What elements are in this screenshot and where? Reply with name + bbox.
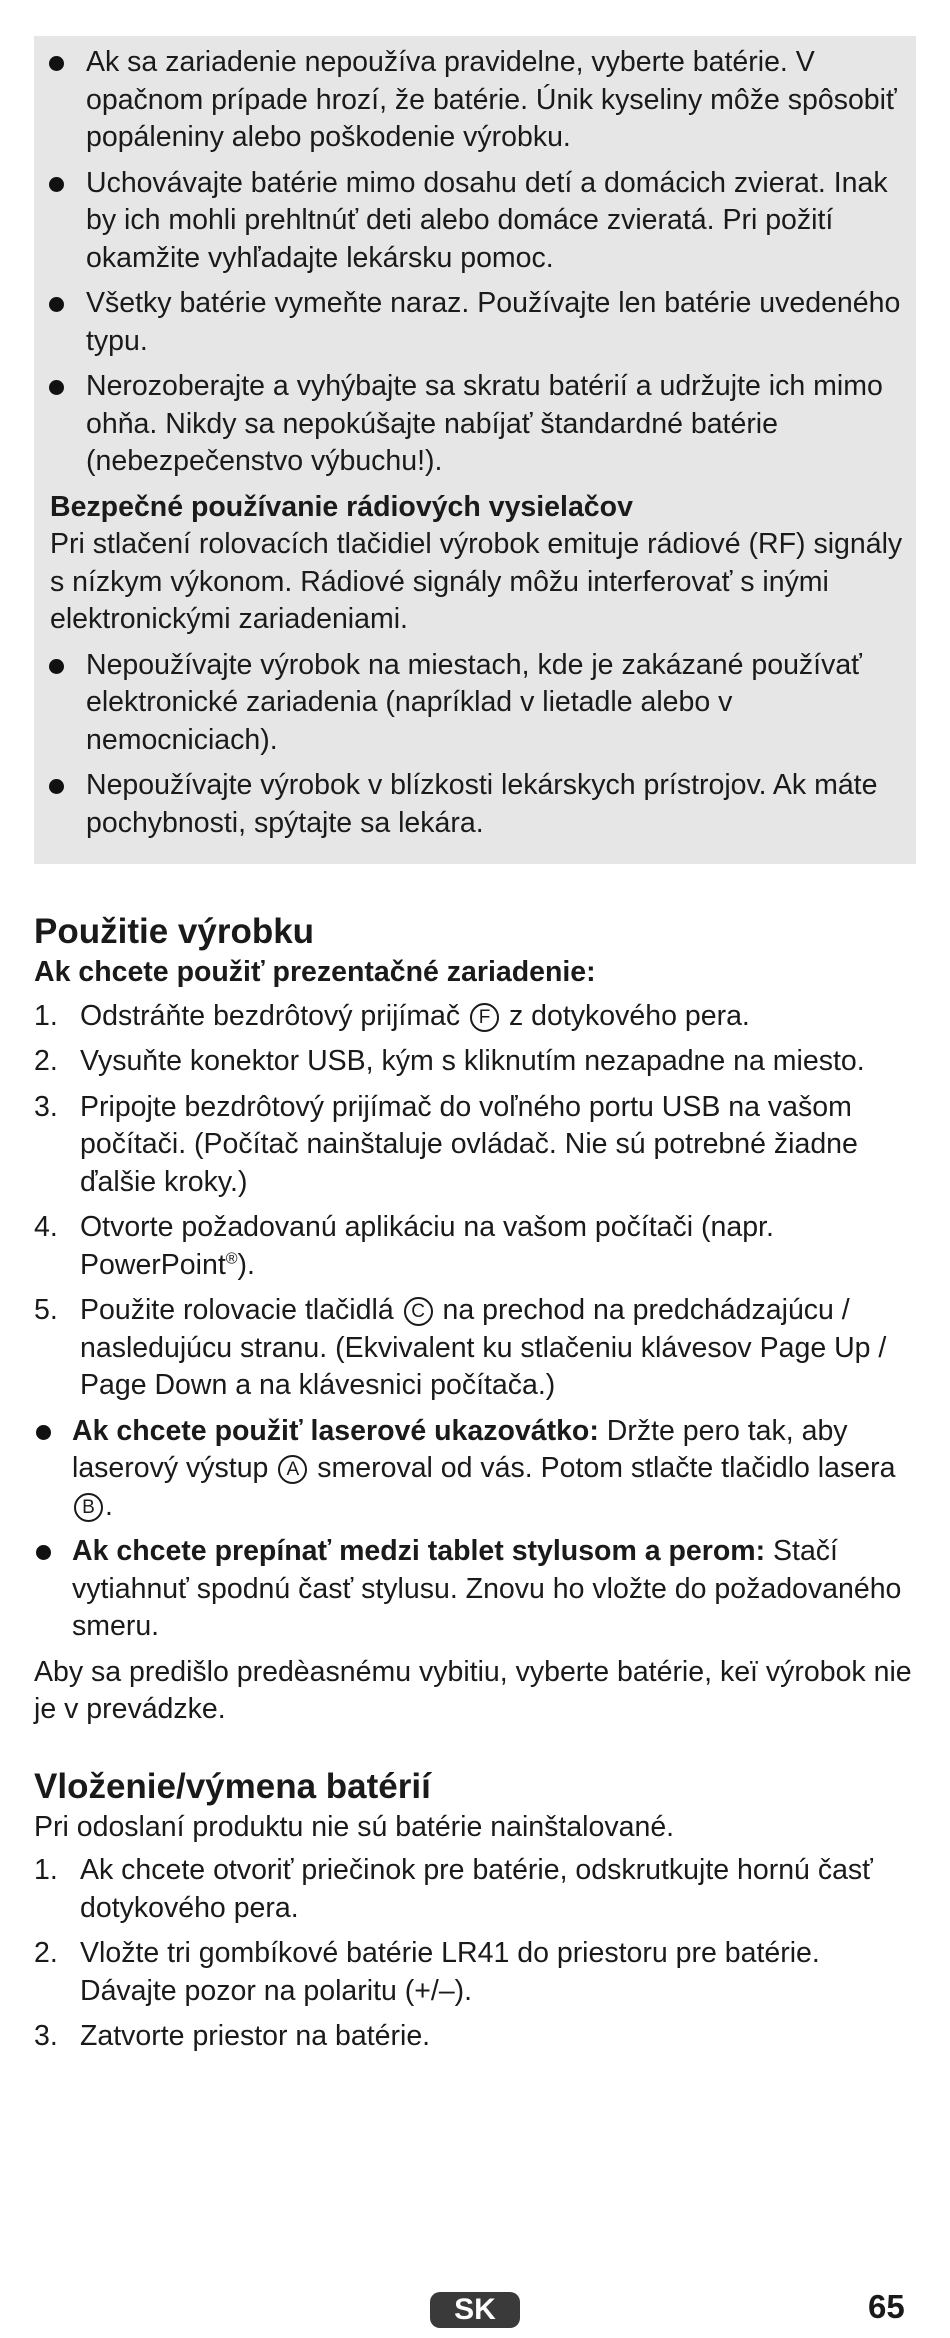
list-item: 3. Pripojte bezdrôtový prijímač do voľného portu USB na vašom počítači. (Počítač nainštaluje ovládač. Nie sú potrebné žiadne ďalšie kroky.) <box>34 1090 858 1198</box>
step-number: 2. <box>34 1045 58 1077</box>
step-number: 3. <box>34 2020 58 2052</box>
list-item: 2. Vysuňte konektor USB, kým s kliknutím nezapadne na miesto. <box>34 1043 916 1081</box>
laser-output-ref-icon: A <box>278 1455 307 1484</box>
step-number: 1. <box>34 1854 58 1886</box>
step-number: 3. <box>34 1090 58 1123</box>
list-item: Nepoužívajte výrobok v blízkosti lekárskych prístrojov. Ak máte pochybnosti, spýtajte sa lekára. <box>34 767 916 842</box>
list-item: Ak chcete použiť laserové ukazovátko: Držte pero tak, aby laserový výstup A smeroval od vás. Potom stlačte tlačidlo lasera B . <box>34 1413 916 1526</box>
bullet-icon <box>36 1545 51 1560</box>
usage-subhead: Ak chcete použiť prezentačné zariadenie: <box>34 956 596 988</box>
list-item: Nepoužívajte výrobok na miestach, kde je zakázané používať elektronické zariadenia (napríklad v lietadle alebo v nemocniciach). <box>34 647 916 760</box>
laser-button-ref-icon: B <box>74 1493 103 1522</box>
usage-title: Použitie výrobku <box>34 912 315 951</box>
step-number: 4. <box>34 1211 58 1243</box>
language-badge: SK <box>430 2292 520 2328</box>
radio-safety-heading: Bezpečné používanie rádiových vysielačov <box>50 490 633 523</box>
step-number: 1. <box>34 999 58 1032</box>
receiver-ref-icon: F <box>470 1003 499 1032</box>
list-item: 3. Zatvorte priestor na batérie. <box>34 2018 916 2056</box>
bullet-icon <box>36 1425 51 1440</box>
usage-closing-text: Aby sa predišlo predèasnému vybitiu, vyberte batérie, keï výrobok nie je v prevádzke. <box>34 1655 912 1725</box>
list-item: 2. Vložte tri gombíkové batérie LR41 do priestoru pre batérie. Dávajte pozor na polaritu (+/–). <box>34 1937 820 2007</box>
batteries-title: Vloženie/výmena batérií <box>34 1766 431 1806</box>
radio-safety-text: Pri stlačení rolovacích tlačidiel výrobok emituje rádiové (RF) signály s nízkym výkonom. Rádiové signály môžu interferovať s inými elektronickými zariadeniami. <box>50 528 903 635</box>
page-content <box>34 36 916 2064</box>
bullet-icon <box>49 380 64 395</box>
list-item: 5. Použite rolovacie tlačidlá C na prechod na predchádzajúcu / nasledujúcu stranu. (Ekvivalent ku stlačeniu klávesov Page Up / Page Down a na klávesnici počítača.) <box>34 1294 887 1401</box>
usage-section <box>34 910 916 1729</box>
list-item: 1. Ak chcete otvoriť priečinok pre batérie, odskrutkujte hornú časť dotykového pera. <box>34 1854 873 1924</box>
registered-mark: ® <box>225 1250 238 1267</box>
list-item: 1. Odstráňte bezdrôtový prijímač F z dotykového pera. <box>34 998 916 1036</box>
step-number: 2. <box>34 1937 58 1969</box>
bullet-icon <box>49 297 64 312</box>
scroll-button-ref-icon: C <box>404 1297 433 1326</box>
page-number: 65 <box>868 2288 905 2325</box>
list-item: Všetky batérie vymeňte naraz. Používajte len batérie uvedeného typu. <box>34 285 916 360</box>
step-number: 5. <box>34 1294 58 1326</box>
list-item: Nerozoberajte a vyhýbajte sa skratu batérií a udržujte ich mimo ohňa. Nikdy sa nepokúšajte nabíjať štandardné batérie (nebezpečenstvo výbuchu!). <box>34 368 916 481</box>
list-item: Ak sa zariadenie nepoužíva pravidelne, vyberte batérie. V opačnom prípade hrozí, že batérie. Únik kyseliny môže spôsobiť popáleniny alebo poškodenie výrobku. <box>34 44 916 157</box>
safety-box <box>34 36 916 864</box>
batteries-intro: Pri odoslaní produktu nie sú batérie nainštalované. <box>34 1810 675 1843</box>
bullet-icon <box>49 779 64 794</box>
list-item: 4. Otvorte požadovanú aplikáciu na vašom počítači (napr. PowerPoint®). <box>34 1211 774 1281</box>
bullet-icon <box>49 659 64 674</box>
bullet-icon <box>49 56 64 71</box>
list-item: Ak chcete prepínať medzi tablet stylusom a perom: Stačí vytiahnuť spodnú časť stylusu. Znovu ho vložte do požadovaného smeru. <box>34 1533 916 1646</box>
bullet-icon <box>49 177 64 192</box>
batteries-section <box>34 1765 916 2056</box>
list-item: Uchovávajte batérie mimo dosahu detí a domácich zvierat. Inak by ich mohli prehltnúť deti alebo domáce zvieratá. Pri požití okamžite vyhľadajte lekársku pomoc. <box>34 165 916 278</box>
